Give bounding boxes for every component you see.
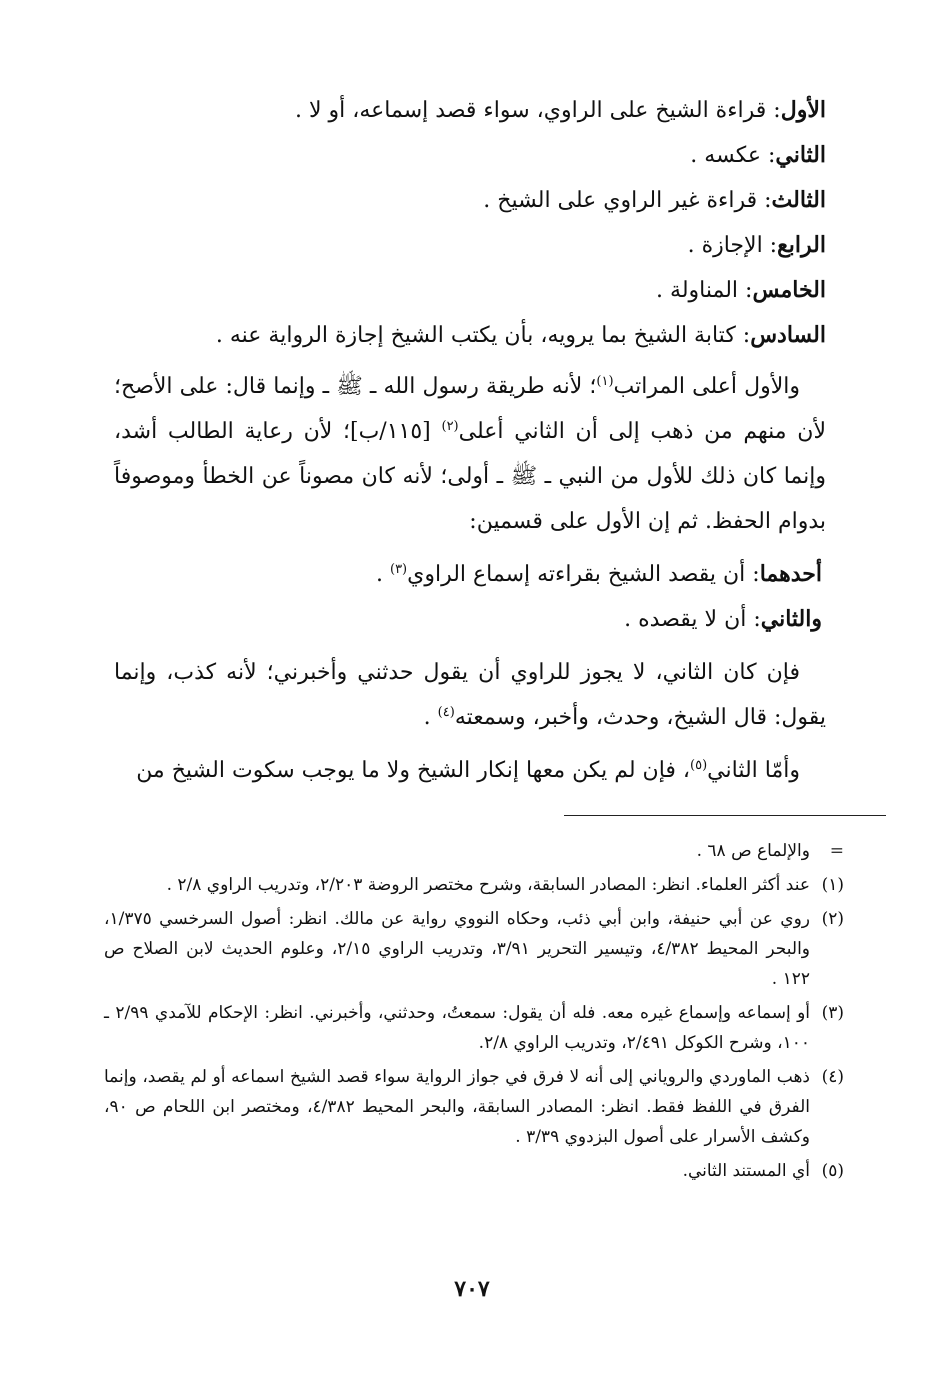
main-text [114,88,826,793]
footnote-ref-1[interactable]: (١) [596,374,614,389]
footnote-number: = [829,841,844,861]
footnote-ref-2[interactable]: (٢) [441,419,459,434]
footnote-2 [104,904,844,994]
list-key: الثاني [775,142,826,168]
footnotes [104,836,844,1190]
footnote-text: ذهب الماوردي والروياني إلى أنه لا فرق في جواز الرواية سواء قصد الشيخ اسماعه أو لم يقصد، وإنما الفرق في اللفظ فقط. انظر: المصادر السابقة، والبحر المحيط ٤/٣٨٢، ومختصر ابن اللحام ص ٩٠، وكشف الأسرار على أصول البزدوي ٣/٣٩ . [104,1067,810,1147]
para1-part-b: ؛ لأنه طريقة رسول الله ـ ﷺ ـ وإنما قال: على الأصح؛ لأن منهم من ذهب إلى أن الثاني أعلى [114,374,827,444]
list-key: الأول [780,97,826,123]
paragraph-2 [114,650,826,740]
sub-text: : أن لا يقصده . [624,607,761,632]
list-item-6 [114,313,826,358]
sub-key: والثاني [760,606,822,632]
list-item-1 [114,88,826,133]
paragraph-1 [114,364,826,544]
footnote-text: أي المستند الثاني. [682,1161,810,1181]
spacer [114,740,826,748]
footnote-text: أو إسماعه وإسماع غيره معه. فله أن يقول: سمعتُ، وحدثني، وأخبرني. انظر: الإحكام للآمدي ٢/٩٩ ـ ١٠٠، وشرح الكوكل ٢/٤٩١، وتدريب الراوي ٢/٨. [104,1003,811,1053]
para2-part-a: فإن كان الثاني، لا يجوز للراوي أن يقول حدثني وأخبرني؛ لأنه كذب، وإنما يقول: قال الشيخ، وحدث، وأخبر، وسمعته [114,660,826,730]
para3-part-b: ، فإن لم يكن معها إنكار الشيخ ولا ما يوجب سكوت الشيخ من [136,758,691,783]
footnote-text: والإلماع ص ٦٨ . [696,841,810,861]
list-text: : الإجازة . [687,233,778,258]
footnote-3 [104,998,844,1058]
footnote-text: روي عن أبي حنيفة، وابن أبي ذئب، وحكاه النووي رواية عن مالك. انظر: أصول السرخسي ١/٣٧٥، والبحر المحيط ٤/٣٨٢، وتيسير التحرير ٣/٩١، وتدريب الراوي ٢/١٥، وعلوم الحديث لابن الصلاح ص ١٢٢ . [104,909,811,989]
footnote-number: (١) [821,875,844,895]
list-text: : كتابة الشيخ بما يرويه، بأن يكتب الشيخ إجازة الرواية عنه . [215,323,751,348]
footnote-number: (٤) [821,1067,844,1087]
list-key: الخامس [752,277,826,303]
list-key: الثالث [771,187,826,213]
list-key: السادس [750,322,826,348]
paragraph-3 [114,748,826,793]
para1-part-c: [١١٥/ب]؛ لأن رعاية الطالب أشد، وإنما كان ذلك للأول من النبي ـ ﷺ ـ أولى؛ لأنه كان مصوناً عن الخطأ وموصوفاً بدوام الحفظ. ثم إن الأول على قسمين: [114,419,826,534]
sub-key: أحدهما [759,561,822,587]
spacer [114,642,826,650]
list-item-2 [114,133,826,178]
sub-text: : أن يقصد الشيخ بقراءته إسماع الراوي [407,562,760,587]
footnote-text: عند أكثر العلماء. انظر: المصادر السابقة، وشرح مختصر الروضة ٢/٢٠٣، وتدريب الراوي ٢/٨ . [166,875,810,895]
list-item-5 [114,268,826,313]
list-text: : عكسه . [690,143,776,168]
footnote-ref-4[interactable]: (٤) [437,705,455,720]
list-item-3 [114,178,826,223]
list-text: : قراءة الشيخ على الراوي، سواء قصد إسماعه، أو لا . [295,98,781,123]
list-item-4 [114,223,826,268]
page-number: ٧٠٧ [454,1276,490,1302]
list-text: : قراءة غير الراوي على الشيخ . [483,188,772,213]
footnote-number: (٢) [821,909,844,929]
subsection-2 [114,597,826,642]
footnote-5 [104,1156,844,1186]
list-text: : المناولة . [656,278,753,303]
spacer [114,544,826,552]
footnote-ref-5[interactable]: (٥) [690,758,708,773]
list-key: الرابع [777,232,826,258]
para1-part-a: والأول أعلى المراتب [613,374,801,399]
para3-part-a: وأمّا الثاني [707,758,800,783]
subsection-1 [114,552,826,597]
para2-end: . [423,705,438,730]
footnote-1 [104,870,844,900]
footnote-number: (٣) [821,1003,844,1023]
footnote-number: (٥) [821,1161,844,1181]
footnote-divider [564,815,886,816]
footnote-continuation [104,836,844,866]
footnote-4 [104,1062,844,1152]
sub-end: . [375,562,390,587]
footnote-ref-3[interactable]: (٣) [389,562,408,577]
